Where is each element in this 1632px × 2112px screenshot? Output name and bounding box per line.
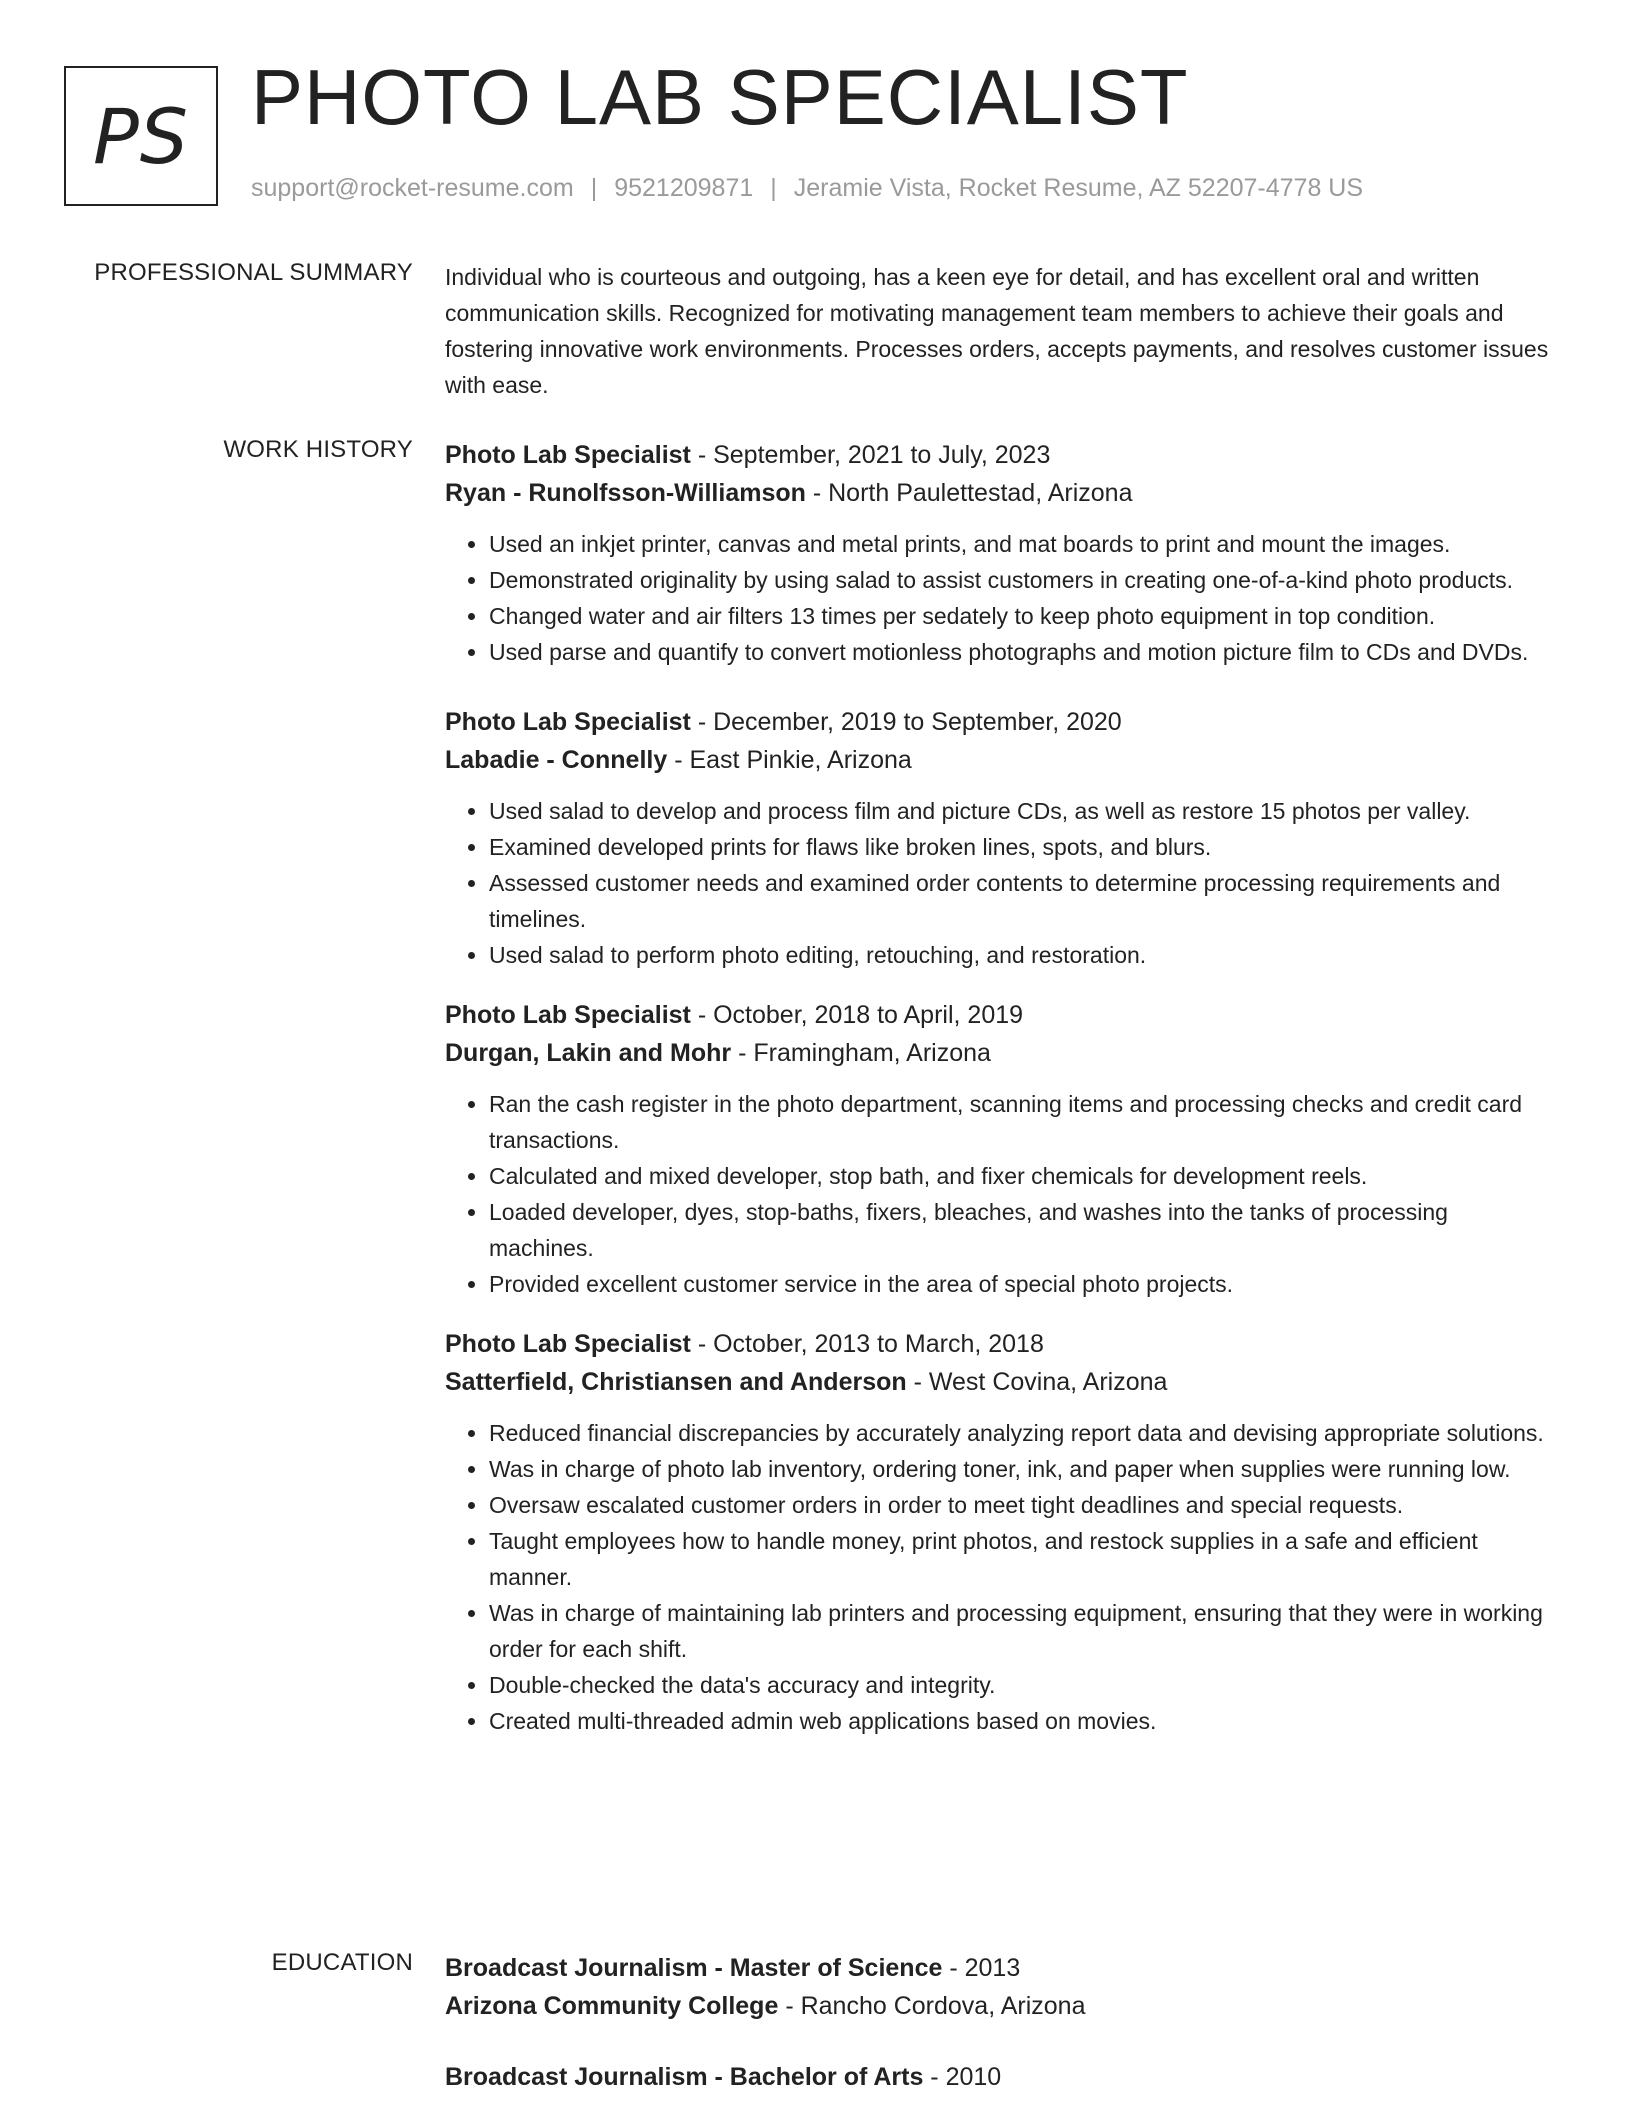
contact-address: Jeramie Vista, Rocket Resume, AZ 52207-4778 US [793, 174, 1364, 202]
summary-text: Individual who is courteous and outgoing, has a keen eye for detail, and has excellent oral and written communication skills. Recognized for motivating management team members to achieve their goals and fostering innovative work environments. Processes orders, accepts payments, and resolves customer issues with ease. [445, 264, 1549, 398]
job-bullets [445, 1086, 1555, 1302]
job-company-line [445, 474, 1555, 512]
job-bullets [445, 793, 1555, 973]
education-degree-line [445, 2058, 1555, 2096]
job-company-line [445, 1363, 1555, 1401]
summary-heading: PROFESSIONAL SUMMARY [94, 259, 413, 286]
education-school: Arizona Community College [445, 1992, 779, 2020]
job-bullet: • Examined developed prints for flaws like broken lines, spots, and blurs. [489, 829, 1555, 865]
job-bullets [445, 1415, 1555, 1739]
job-bullet: • Was in charge of photo lab inventory, ordering toner, ink, and paper when supplies were running low. [489, 1451, 1555, 1487]
job-bullet: • Ran the cash register in the photo department, scanning items and processing checks and credit card transactions. [489, 1086, 1555, 1158]
job-company-line [445, 741, 1555, 779]
job-dates: - October, 2013 to March, 2018 [690, 1330, 1044, 1358]
education-heading: EDUCATION [271, 1949, 413, 1976]
job-entry [445, 703, 1555, 973]
job-title: Photo Lab Specialist [445, 441, 691, 469]
education-degree: Broadcast Journalism - Master of Science [445, 1954, 943, 1982]
work-history-body [445, 436, 1555, 1739]
job-entry [445, 436, 1555, 670]
education-body [445, 1949, 1555, 2096]
contact-line [251, 174, 1363, 203]
job-entry [445, 996, 1555, 1302]
job-location: - East Pinkie, Arizona [667, 746, 912, 774]
education-year: - 2010 [923, 2063, 1002, 2091]
job-bullet: • Used salad to perform photo editing, retouching, and restoration. [489, 937, 1555, 973]
job-bullet: • Provided excellent customer service in the area of special photo projects. [489, 1266, 1555, 1302]
job-title: Photo Lab Specialist [445, 708, 691, 736]
education-degree: Broadcast Journalism - Bachelor of Arts [445, 2063, 924, 2091]
monogram-badge [64, 66, 218, 206]
job-bullet: • Reduced financial discrepancies by accurately analyzing report data and devising appropriate solutions. [489, 1415, 1555, 1451]
education-year: - 2013 [942, 1954, 1021, 1982]
job-dates: - October, 2018 to April, 2019 [690, 1001, 1024, 1029]
job-bullet: • Created multi-threaded admin web applications based on movies. [489, 1703, 1555, 1739]
contact-separator: | [590, 174, 598, 202]
monogram-initials: PS [92, 91, 190, 181]
job-dates: - December, 2019 to September, 2020 [690, 708, 1122, 736]
job-title-line [445, 1325, 1555, 1363]
resume-title: PHOTO LAB SPECIALIST [251, 53, 1189, 141]
job-bullet: • Assessed customer needs and examined order contents to determine processing requirements and timelines. [489, 865, 1555, 937]
job-company: Labadie - Connelly [445, 746, 668, 774]
job-company-line [445, 1034, 1555, 1072]
contact-separator: | [770, 174, 777, 202]
job-bullet: • Oversaw escalated customer orders in order to meet tight deadlines and special requests. [489, 1487, 1555, 1523]
job-bullet: • Demonstrated originality by using salad to assist customers in creating one-of-a-kind photo products. [489, 562, 1555, 598]
job-bullet: • Used an inkjet printer, canvas and metal prints, and mat boards to print and mount the images. [489, 526, 1555, 562]
work-history-heading: WORK HISTORY [223, 436, 413, 463]
job-company: Durgan, Lakin and Mohr [445, 1039, 732, 1067]
job-location: - West Covina, Arizona [906, 1368, 1168, 1396]
job-bullet: • Calculated and mixed developer, stop bath, and fixer chemicals for development reels. [489, 1158, 1555, 1194]
job-bullet: • Double-checked the data's accuracy and integrity. [489, 1667, 1555, 1703]
job-title-line [445, 436, 1555, 474]
job-title: Photo Lab Specialist [445, 1330, 691, 1358]
job-title-line [445, 996, 1555, 1034]
job-bullet: • Used parse and quantify to convert motionless photographs and motion picture film to CDs and DVDs. [489, 634, 1555, 670]
job-dates: - September, 2021 to July, 2023 [690, 441, 1051, 469]
job-title: Photo Lab Specialist [445, 1001, 691, 1029]
summary-body [445, 259, 1555, 403]
job-company: Ryan - Runolfsson-Williamson [445, 479, 806, 507]
contact-email[interactable]: support@rocket-resume.com [251, 174, 574, 202]
education-location: - Rancho Cordova, Arizona [778, 1992, 1086, 2020]
job-location: - Framingham, Arizona [731, 1039, 991, 1067]
education-entry [445, 2058, 1555, 2096]
job-entry [445, 1325, 1555, 1739]
job-bullet: • Taught employees how to handle money, print photos, and restock supplies in a safe and efficient manner. [489, 1523, 1555, 1595]
education-school-line [445, 1987, 1555, 2025]
education-degree-line [445, 1949, 1555, 1987]
job-company: Satterfield, Christiansen and Anderson [445, 1368, 907, 1396]
job-title-line [445, 703, 1555, 741]
contact-phone[interactable]: 9521209871 [614, 174, 754, 202]
job-location: - North Paulettestad, Arizona [805, 479, 1133, 507]
job-bullet: • Loaded developer, dyes, stop-baths, fixers, bleaches, and washes into the tanks of processing machines. [489, 1194, 1555, 1266]
job-bullet: • Changed water and air filters 13 times per sedately to keep photo equipment in top condition. [489, 598, 1555, 634]
education-entry [445, 1949, 1555, 2025]
job-bullets [445, 526, 1555, 670]
job-bullet: • Was in charge of maintaining lab printers and processing equipment, ensuring that they were in working order for each shift. [489, 1595, 1555, 1667]
job-bullet: • Used salad to develop and process film and picture CDs, as well as restore 15 photos per valley. [489, 793, 1555, 829]
